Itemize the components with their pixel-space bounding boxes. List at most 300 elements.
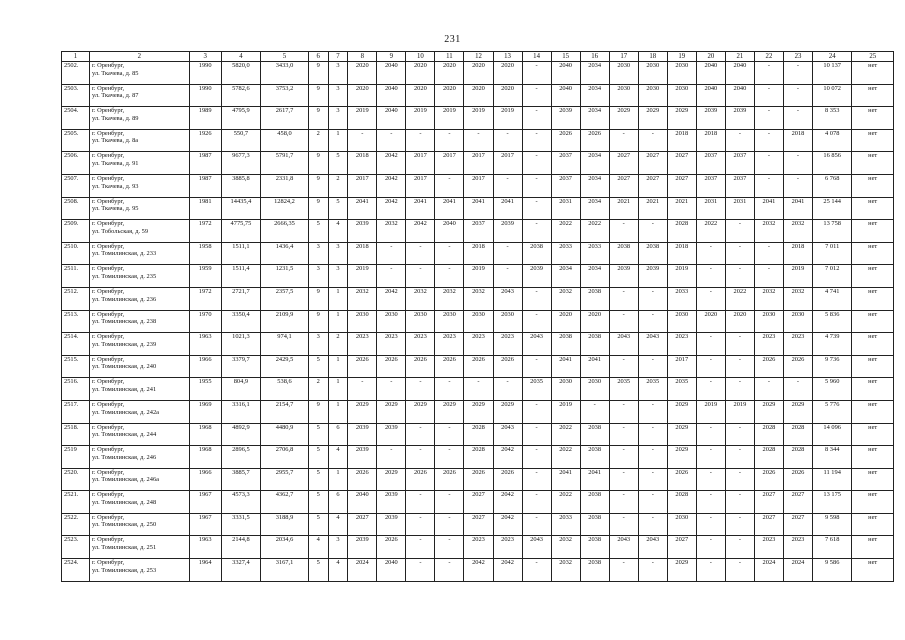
cell-col-12: 2027 [464, 513, 493, 536]
cell-col-3: 1990 [189, 62, 221, 85]
row-number: 2503. [62, 84, 90, 107]
cell-col-17: - [609, 400, 638, 423]
cell-col-5: 458,0 [261, 129, 309, 152]
cell-col-20: 2020 [696, 310, 725, 333]
cell-col-6: 9 [308, 287, 328, 310]
cell-col-7: 1 [328, 310, 348, 333]
cell-col-11: 2032 [435, 287, 464, 310]
address-cell [90, 62, 190, 85]
cell-col-5: 4480,9 [261, 423, 309, 446]
cell-col-19: 2029 [667, 423, 696, 446]
address-street: ул. Томилинская, д. 235 [92, 272, 157, 280]
cell-col-10: - [406, 536, 435, 559]
column-number-22: 22 [754, 52, 783, 62]
address-street: ул. Томилинская, д. 253 [92, 566, 157, 574]
address-street: ул. Томилинская, д. 246а [92, 476, 159, 484]
column-number-14: 14 [522, 52, 551, 62]
cell-col-17: - [609, 491, 638, 514]
cell-col-20: - [696, 559, 725, 582]
cell-col-17: 2039 [609, 265, 638, 288]
address-cell [90, 468, 190, 491]
cell-col-20: - [696, 423, 725, 446]
cell-col-21: - [725, 491, 754, 514]
cell-col-15: 2032 [551, 536, 580, 559]
cell-col-4: 4573,3 [221, 491, 260, 514]
cell-col-20: - [696, 513, 725, 536]
cell-col-16: 2034 [580, 107, 609, 130]
cell-col-17: 2027 [609, 152, 638, 175]
cell-col-8: 2017 [348, 174, 377, 197]
cell-col-9: 2029 [377, 468, 406, 491]
cell-col-18: - [638, 468, 667, 491]
cell-col-5: 3188,9 [261, 513, 309, 536]
cell-col-10: 2017 [406, 174, 435, 197]
cell-col-18: 2029 [638, 107, 667, 130]
cell-col-15: 2037 [551, 174, 580, 197]
column-number-9: 9 [377, 52, 406, 62]
cell-col-10: 2042 [406, 220, 435, 243]
table-row [62, 513, 894, 536]
cell-col-16: 2038 [580, 491, 609, 514]
cell-col-12: 2041 [464, 197, 493, 220]
cell-col-6: 9 [308, 197, 328, 220]
cell-col-3: 1964 [189, 559, 221, 582]
cell-col-7: 6 [328, 491, 348, 514]
cell-col-15: 2022 [551, 491, 580, 514]
cell-col-12: 2026 [464, 468, 493, 491]
cell-col-11: 2026 [435, 355, 464, 378]
cell-col-10: - [406, 423, 435, 446]
address-city: г. Оренбург, [92, 129, 125, 137]
address-cell [90, 220, 190, 243]
cell-col-13: 2019 [493, 107, 522, 130]
cell-col-24: 8 344 [813, 446, 852, 469]
cell-col-16: 2038 [580, 446, 609, 469]
row-number: 2509. [62, 220, 90, 243]
cell-col-13: 2039 [493, 220, 522, 243]
cell-col-13: 2020 [493, 84, 522, 107]
cell-col-18: 2030 [638, 62, 667, 85]
cell-col-20: 2022 [696, 220, 725, 243]
cell-col-23: 2032 [783, 220, 812, 243]
table-row [62, 242, 894, 265]
cell-col-21: - [725, 220, 754, 243]
cell-col-10: - [406, 129, 435, 152]
cell-col-3: 1967 [189, 491, 221, 514]
cell-col-23: - [783, 62, 812, 85]
cell-col-12: 2023 [464, 536, 493, 559]
cell-col-6: 9 [308, 62, 328, 85]
cell-col-17: - [609, 310, 638, 333]
table-row [62, 129, 894, 152]
cell-col-25: нет [852, 220, 894, 243]
column-number-25: 25 [852, 52, 894, 62]
cell-col-23: 2023 [783, 333, 812, 356]
cell-col-13: 2026 [493, 468, 522, 491]
cell-col-13: - [493, 129, 522, 152]
cell-col-4: 2721,7 [221, 287, 260, 310]
cell-col-7: 3 [328, 242, 348, 265]
cell-col-23: - [783, 107, 812, 130]
cell-col-13: 2026 [493, 355, 522, 378]
cell-col-24: 16 856 [813, 152, 852, 175]
cell-col-18: 2038 [638, 242, 667, 265]
cell-col-6: 9 [308, 174, 328, 197]
cell-col-5: 5791,7 [261, 152, 309, 175]
cell-col-13: - [493, 378, 522, 401]
row-number: 2507. [62, 174, 90, 197]
table-row [62, 310, 894, 333]
cell-col-23: 2027 [783, 491, 812, 514]
cell-col-23: - [783, 378, 812, 401]
cell-col-22: 2027 [754, 513, 783, 536]
cell-col-25: нет [852, 129, 894, 152]
address-city: г. Оренбург, [92, 62, 125, 69]
cell-col-16: 2030 [580, 378, 609, 401]
cell-col-7: 3 [328, 265, 348, 288]
cell-col-15: 2022 [551, 220, 580, 243]
cell-col-7: 3 [328, 536, 348, 559]
address-cell [90, 513, 190, 536]
cell-col-13: 2043 [493, 287, 522, 310]
cell-col-11: 2023 [435, 333, 464, 356]
cell-col-6: 5 [308, 355, 328, 378]
cell-col-3: 1968 [189, 446, 221, 469]
cell-col-7: 1 [328, 355, 348, 378]
address-city: г. Оренбург, [92, 287, 125, 295]
cell-col-3: 1958 [189, 242, 221, 265]
cell-col-5: 2331,8 [261, 174, 309, 197]
address-street: ул. Томилинская, д. 238 [92, 318, 157, 326]
cell-col-4: 804,9 [221, 378, 260, 401]
cell-col-7: 1 [328, 129, 348, 152]
cell-col-23: 2026 [783, 468, 812, 491]
cell-col-3: 1987 [189, 174, 221, 197]
column-number-16: 16 [580, 52, 609, 62]
address-city: г. Оренбург, [92, 152, 125, 160]
cell-col-11: - [435, 265, 464, 288]
address-street: ул. Томилинская, д. 240 [92, 363, 157, 371]
cell-col-19: 2029 [667, 446, 696, 469]
address-city: г. Оренбург, [92, 559, 125, 567]
address-city: г. Оренбург, [92, 174, 125, 182]
cell-col-8: 2040 [348, 491, 377, 514]
cell-col-7: 1 [328, 378, 348, 401]
cell-col-22: 2028 [754, 446, 783, 469]
table-row [62, 62, 894, 85]
cell-col-21: - [725, 559, 754, 582]
cell-col-23: 2026 [783, 355, 812, 378]
address-street: ул. Томилинская, д. 250 [92, 521, 157, 529]
cell-col-12: 2020 [464, 84, 493, 107]
cell-col-6: 2 [308, 129, 328, 152]
cell-col-6: 9 [308, 84, 328, 107]
cell-col-22: 2030 [754, 310, 783, 333]
cell-col-5: 4362,7 [261, 491, 309, 514]
column-number-19: 19 [667, 52, 696, 62]
cell-col-16: 2022 [580, 220, 609, 243]
cell-col-25: нет [852, 152, 894, 175]
cell-col-12: 2023 [464, 333, 493, 356]
cell-col-24: 4 741 [813, 287, 852, 310]
address-cell [90, 423, 190, 446]
cell-col-20: 2040 [696, 84, 725, 107]
address-cell [90, 265, 190, 288]
cell-col-23: 2028 [783, 423, 812, 446]
cell-col-13: 2042 [493, 446, 522, 469]
cell-col-19: 2019 [667, 265, 696, 288]
cell-col-21: - [725, 423, 754, 446]
cell-col-21: 2020 [725, 310, 754, 333]
cell-col-17: 2021 [609, 197, 638, 220]
cell-col-15: 2034 [551, 265, 580, 288]
cell-col-24: 9 736 [813, 355, 852, 378]
row-number: 2521. [62, 491, 90, 514]
cell-col-12: - [464, 378, 493, 401]
row-number: 2522. [62, 513, 90, 536]
cell-col-23: - [783, 174, 812, 197]
cell-col-3: 1987 [189, 152, 221, 175]
cell-col-20: - [696, 333, 725, 356]
cell-col-25: нет [852, 446, 894, 469]
column-number-15: 15 [551, 52, 580, 62]
cell-col-10: 2026 [406, 355, 435, 378]
cell-col-17: - [609, 446, 638, 469]
cell-col-3: 1972 [189, 287, 221, 310]
cell-col-5: 974,1 [261, 333, 309, 356]
cell-col-24: 13 758 [813, 220, 852, 243]
row-number: 2511. [62, 265, 90, 288]
cell-col-21: 2039 [725, 107, 754, 130]
cell-col-25: нет [852, 107, 894, 130]
cell-col-18: - [638, 287, 667, 310]
cell-col-6: 5 [308, 468, 328, 491]
cell-col-11: - [435, 491, 464, 514]
address-street: ул. Ткачева, д. 91 [92, 159, 139, 167]
cell-col-14: - [522, 559, 551, 582]
address-city: г. Оренбург, [92, 423, 125, 431]
cell-col-17: 2030 [609, 62, 638, 85]
cell-col-22: 2032 [754, 220, 783, 243]
cell-col-16: 2038 [580, 423, 609, 446]
cell-col-11: - [435, 242, 464, 265]
cell-col-13: 2042 [493, 491, 522, 514]
cell-col-15: 2030 [551, 378, 580, 401]
cell-col-14: 2035 [522, 378, 551, 401]
row-number: 2513. [62, 310, 90, 333]
cell-col-22: - [754, 152, 783, 175]
cell-col-3: 1969 [189, 400, 221, 423]
cell-col-9: 2040 [377, 84, 406, 107]
cell-col-6: 9 [308, 152, 328, 175]
cell-col-7: 1 [328, 468, 348, 491]
cell-col-9: 2032 [377, 220, 406, 243]
address-cell [90, 174, 190, 197]
cell-col-8: 2019 [348, 107, 377, 130]
address-cell [90, 84, 190, 107]
cell-col-13: - [493, 174, 522, 197]
column-number-10: 10 [406, 52, 435, 62]
cell-col-18: - [638, 400, 667, 423]
cell-col-17: 2043 [609, 536, 638, 559]
cell-col-12: 2042 [464, 559, 493, 582]
cell-col-24: 7 012 [813, 265, 852, 288]
cell-col-17: 2035 [609, 378, 638, 401]
row-number: 2516. [62, 378, 90, 401]
cell-col-19: 2029 [667, 107, 696, 130]
address-city: г. Оренбург, [92, 333, 125, 341]
address-cell [90, 129, 190, 152]
cell-col-23: - [783, 84, 812, 107]
cell-col-18: - [638, 355, 667, 378]
cell-col-19: 2027 [667, 536, 696, 559]
page-number: 231 [444, 34, 461, 45]
cell-col-21: - [725, 536, 754, 559]
address-cell [90, 355, 190, 378]
cell-col-4: 3350,4 [221, 310, 260, 333]
cell-col-22: 2026 [754, 355, 783, 378]
cell-col-19: 2021 [667, 197, 696, 220]
column-number-3: 3 [189, 52, 221, 62]
cell-col-19: 2028 [667, 491, 696, 514]
cell-col-25: нет [852, 333, 894, 356]
address-street: ул. Томилинская, д. 241 [92, 385, 157, 393]
table-row [62, 400, 894, 423]
cell-col-9: 2039 [377, 491, 406, 514]
row-number: 2517. [62, 400, 90, 423]
cell-col-18: 2027 [638, 152, 667, 175]
cell-col-13: 2041 [493, 197, 522, 220]
cell-col-4: 3316,1 [221, 400, 260, 423]
cell-col-19: 2027 [667, 174, 696, 197]
cell-col-16: 2038 [580, 536, 609, 559]
cell-col-10: 2029 [406, 400, 435, 423]
cell-col-3: 1926 [189, 129, 221, 152]
cell-col-12: 2032 [464, 287, 493, 310]
cell-col-14: - [522, 355, 551, 378]
cell-col-11: - [435, 129, 464, 152]
cell-col-17: - [609, 513, 638, 536]
cell-col-8: 2026 [348, 468, 377, 491]
cell-col-3: 1955 [189, 378, 221, 401]
address-street: ул. Ткачева, д. 8а [92, 137, 139, 145]
cell-col-5: 2617,7 [261, 107, 309, 130]
cell-col-8: 2020 [348, 62, 377, 85]
cell-col-19: 2033 [667, 287, 696, 310]
cell-col-18: 2039 [638, 265, 667, 288]
row-number: 2515. [62, 355, 90, 378]
address-city: г. Оренбург, [92, 242, 125, 250]
cell-col-6: 9 [308, 107, 328, 130]
cell-col-3: 1963 [189, 536, 221, 559]
cell-col-6: 3 [308, 265, 328, 288]
cell-col-9: 2042 [377, 152, 406, 175]
cell-col-22: 2027 [754, 491, 783, 514]
cell-col-11: - [435, 174, 464, 197]
cell-col-22: 2024 [754, 559, 783, 582]
cell-col-20: 2031 [696, 197, 725, 220]
cell-col-15: 2022 [551, 446, 580, 469]
cell-col-7: 4 [328, 446, 348, 469]
cell-col-18: 2027 [638, 174, 667, 197]
cell-col-21: - [725, 333, 754, 356]
cell-col-6: 5 [308, 446, 328, 469]
cell-col-5: 2357,5 [261, 287, 309, 310]
cell-col-24: 7 618 [813, 536, 852, 559]
cell-col-18: - [638, 559, 667, 582]
row-number: 2510. [62, 242, 90, 265]
cell-col-20: - [696, 468, 725, 491]
cell-col-24: 4 078 [813, 129, 852, 152]
cell-col-12: 2029 [464, 400, 493, 423]
cell-col-11: - [435, 423, 464, 446]
cell-col-21: - [725, 513, 754, 536]
cell-col-4: 4775,75 [221, 220, 260, 243]
row-number: 2508. [62, 197, 90, 220]
cell-col-10: 2032 [406, 287, 435, 310]
cell-col-14: 2043 [522, 333, 551, 356]
cell-col-16: 2026 [580, 129, 609, 152]
address-street: ул. Томилинская, д. 239 [92, 340, 157, 348]
cell-col-25: нет [852, 287, 894, 310]
cell-col-17: - [609, 220, 638, 243]
cell-col-24: 10 072 [813, 84, 852, 107]
cell-col-3: 1959 [189, 265, 221, 288]
cell-col-4: 2144,8 [221, 536, 260, 559]
cell-col-16: 2041 [580, 355, 609, 378]
cell-col-16: 2038 [580, 287, 609, 310]
row-number: 2520. [62, 468, 90, 491]
cell-col-8: 2027 [348, 513, 377, 536]
cell-col-10: 2020 [406, 84, 435, 107]
cell-col-22: - [754, 129, 783, 152]
cell-col-24: 4 739 [813, 333, 852, 356]
cell-col-14: - [522, 513, 551, 536]
address-cell [90, 446, 190, 469]
cell-col-22: 2041 [754, 197, 783, 220]
cell-col-15: 2040 [551, 62, 580, 85]
address-street: ул. Томилинская, д. 248 [92, 498, 157, 506]
cell-col-22: 2023 [754, 333, 783, 356]
cell-col-14: - [522, 310, 551, 333]
cell-col-8: 2032 [348, 287, 377, 310]
cell-col-22: - [754, 378, 783, 401]
cell-col-5: 1231,5 [261, 265, 309, 288]
table-row [62, 220, 894, 243]
cell-col-13: 2030 [493, 310, 522, 333]
cell-col-17: 2027 [609, 174, 638, 197]
cell-col-18: - [638, 513, 667, 536]
cell-col-17: - [609, 129, 638, 152]
cell-col-21: - [725, 129, 754, 152]
cell-col-16: 2038 [580, 513, 609, 536]
cell-col-15: 2032 [551, 287, 580, 310]
cell-col-21: - [725, 446, 754, 469]
cell-col-9: - [377, 242, 406, 265]
cell-col-9: 2042 [377, 174, 406, 197]
cell-col-17: 2038 [609, 242, 638, 265]
cell-col-14: - [522, 174, 551, 197]
cell-col-22: 2032 [754, 287, 783, 310]
cell-col-4: 4795,9 [221, 107, 260, 130]
column-number-12: 12 [464, 52, 493, 62]
cell-col-24: 9 598 [813, 513, 852, 536]
cell-col-12: 2019 [464, 265, 493, 288]
cell-col-4: 14435,4 [221, 197, 260, 220]
cell-col-20: - [696, 378, 725, 401]
cell-col-10: 2023 [406, 333, 435, 356]
cell-col-15: 2022 [551, 423, 580, 446]
